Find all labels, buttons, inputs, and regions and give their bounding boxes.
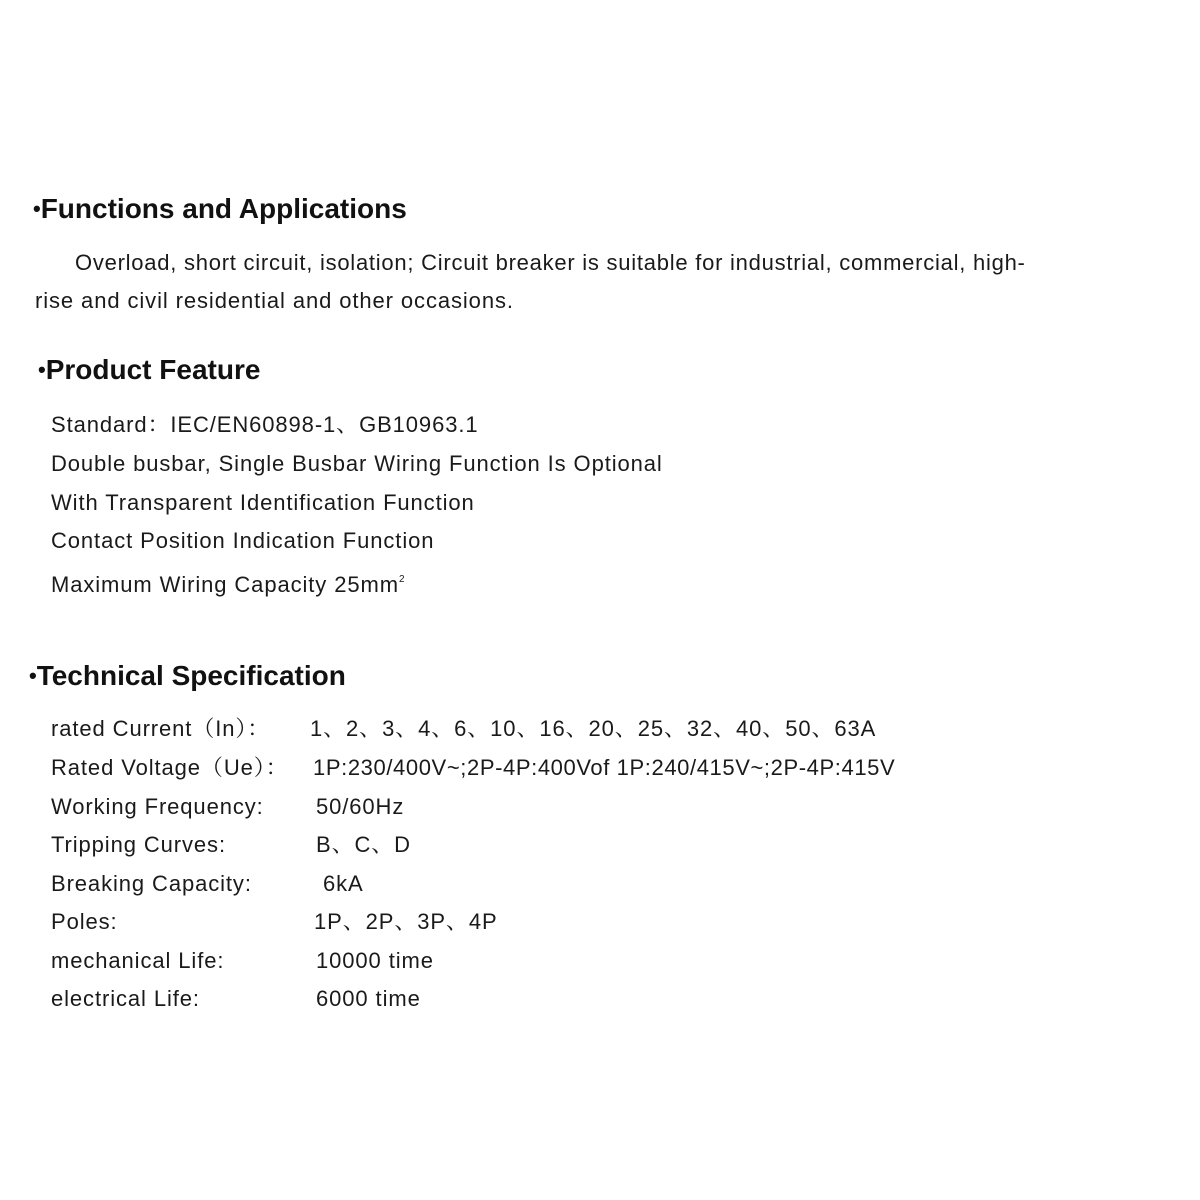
specs-title: Technical Specification bbox=[36, 660, 346, 691]
spec-label-poles: Poles: bbox=[51, 909, 118, 934]
functions-paragraph-line-1: Overload, short circuit, isolation; Circuit breaker is suitable for industrial, commercial, high- bbox=[75, 250, 1026, 275]
spec-label-tripping-curves: Tripping Curves: bbox=[51, 832, 226, 857]
spec-value-mechanical-life: 10000 time bbox=[316, 948, 434, 973]
spec-value-breaking-capacity: 6kA bbox=[323, 871, 364, 896]
feature-item: Double busbar, Single Busbar Wiring Function Is Optional bbox=[51, 451, 663, 476]
spec-value-tripping-curves: B、C、D bbox=[316, 832, 411, 857]
functions-heading bbox=[33, 192, 407, 228]
functions-paragraph-line-2: rise and civil residential and other occasions. bbox=[35, 288, 514, 313]
features-heading bbox=[38, 353, 260, 389]
spec-value-rated-current: 1、2、3、4、6、10、16、20、25、32、40、50、63A bbox=[310, 716, 877, 741]
capacity-superscript: 2 bbox=[398, 574, 405, 585]
spec-label-breaking-capacity: Breaking Capacity: bbox=[51, 871, 252, 896]
spec-label-electrical-life: electrical Life: bbox=[51, 986, 200, 1011]
feature-item: With Transparent Identification Function bbox=[51, 490, 475, 515]
spec-label-rated-current: rated Current（In）： bbox=[51, 716, 271, 741]
spec-label-frequency: Working Frequency: bbox=[51, 794, 264, 819]
spec-value-frequency: 50/60Hz bbox=[316, 794, 405, 819]
feature-item: Standard：IEC/EN60898-1、GB10963.1 bbox=[51, 412, 479, 437]
features-title: Product Feature bbox=[45, 354, 261, 385]
functions-title: Functions and Applications bbox=[40, 193, 407, 224]
spec-value-rated-voltage: 1P:230/400V~;2P-4P:400Vof 1P:240/415V~;2P-4P:415V bbox=[313, 755, 896, 780]
capacity-text: Maximum Wiring Capacity 25mm bbox=[51, 572, 399, 597]
feature-item: Contact Position Indication Function bbox=[51, 528, 435, 553]
bullet-icon: • bbox=[33, 196, 41, 221]
spec-label-mechanical-life: mechanical Life: bbox=[51, 948, 225, 973]
spec-label-rated-voltage: Rated Voltage（Ue）： bbox=[51, 755, 289, 780]
feature-item-capacity bbox=[51, 566, 405, 599]
spec-value-poles: 1P、2P、3P、4P bbox=[314, 909, 498, 934]
bullet-icon: • bbox=[29, 663, 37, 688]
spec-value-electrical-life: 6000 time bbox=[316, 986, 421, 1011]
specs-heading bbox=[29, 659, 346, 695]
bullet-icon: • bbox=[38, 357, 46, 382]
